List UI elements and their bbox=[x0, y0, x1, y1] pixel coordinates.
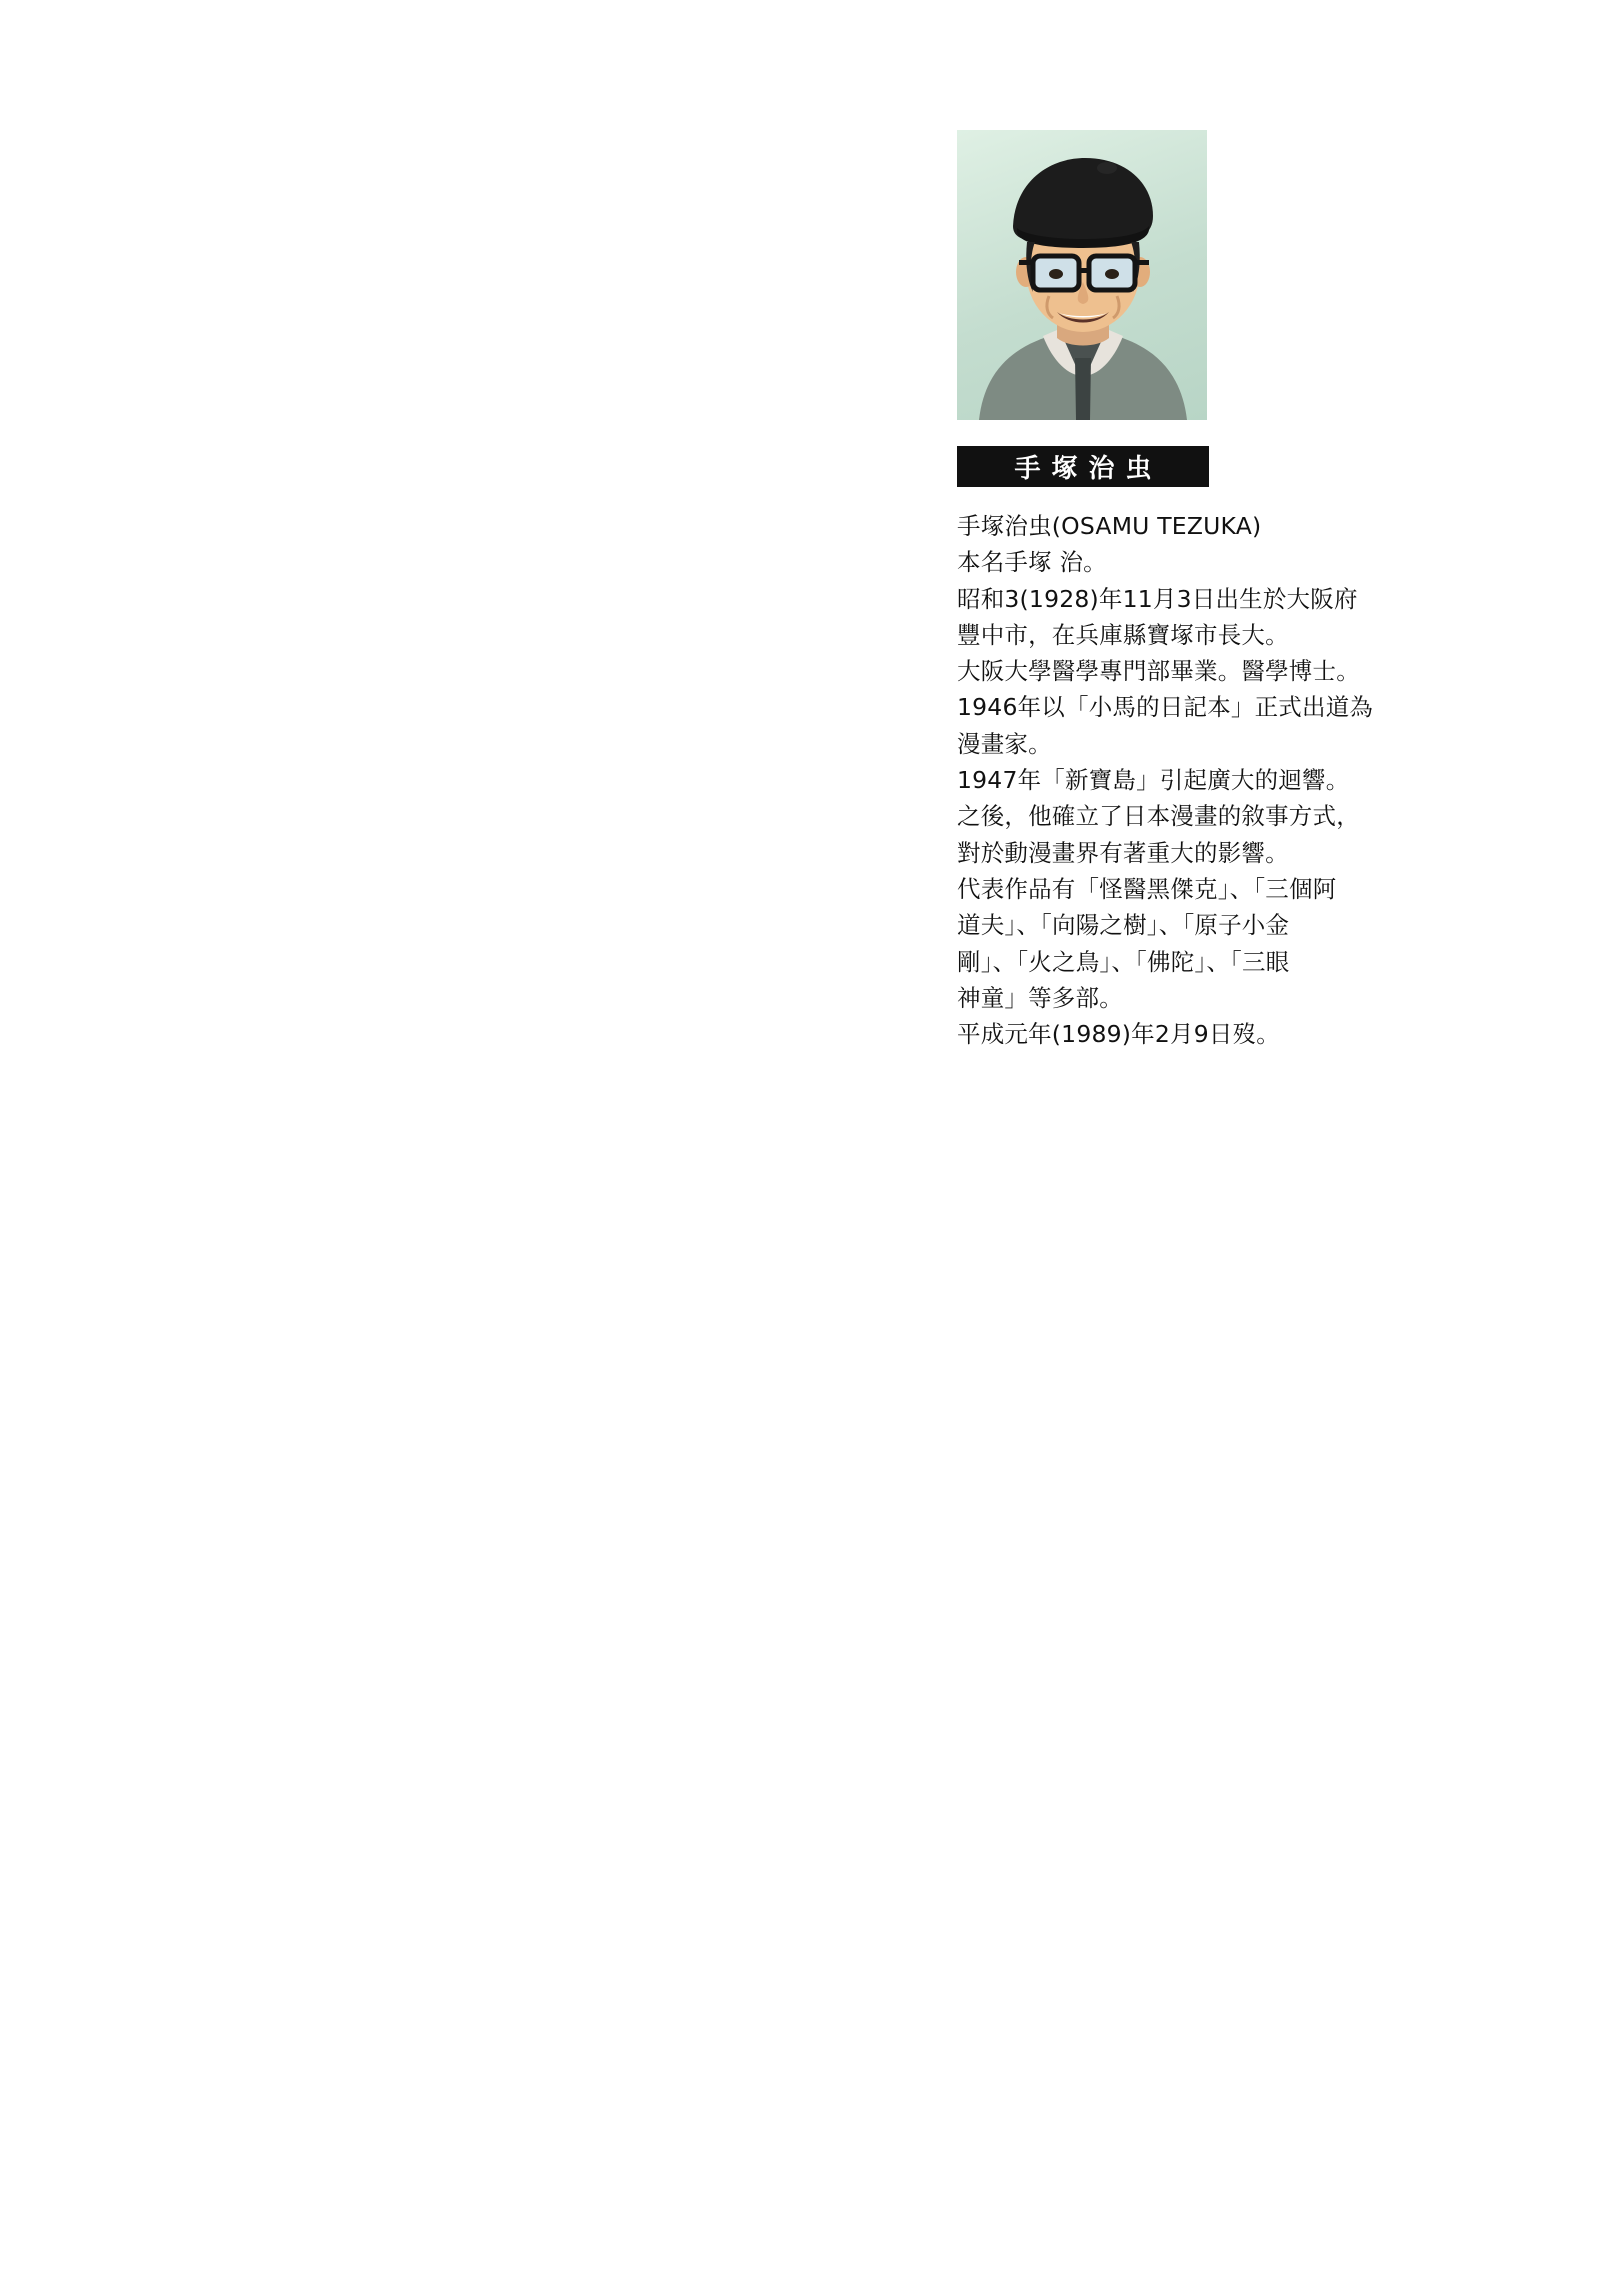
bio-line: 漫畫家。 bbox=[957, 729, 1052, 758]
bio-line: 昭和3(1928)年11月3日出生於大阪府 bbox=[957, 584, 1358, 613]
bio-line: 之後，他確立了日本漫畫的敘事方式， bbox=[957, 802, 1360, 831]
bio-line: 剛」、「火之鳥」、「佛陀」、「三眼 bbox=[957, 947, 1290, 976]
bio-line: 本名手塚 治。 bbox=[957, 548, 1107, 577]
bio-line: 手塚治虫(OSAMU TEZUKA) bbox=[957, 512, 1262, 540]
nameplate-title: 手塚治虫 bbox=[957, 446, 1209, 487]
biography-text bbox=[957, 508, 1457, 1052]
bio-line: 1946年以「小馬的日記本」正式出道為 bbox=[957, 693, 1374, 722]
bio-line: 對於動漫畫界有著重大的影響。 bbox=[957, 838, 1289, 867]
bio-line: 大阪大學醫學專門部畢業。醫學博士。 bbox=[957, 657, 1360, 686]
bio-line: 代表作品有「怪醫黑傑克」、「三個阿 bbox=[957, 874, 1337, 903]
bio-line: 神童」等多部。 bbox=[957, 983, 1123, 1012]
portrait-illustration bbox=[957, 130, 1207, 420]
bio-line: 1947年「新寶島」引起廣大的迴響。 bbox=[957, 766, 1350, 795]
bio-line: 豐中市，在兵庫縣寶塚市長大。 bbox=[957, 620, 1289, 649]
bio-line: 平成元年(1989)年2月9日歿。 bbox=[957, 1020, 1280, 1049]
bio-line: 道夫」、「向陽之樹」、「原子小金 bbox=[957, 911, 1290, 940]
portrait-photo bbox=[957, 130, 1207, 420]
